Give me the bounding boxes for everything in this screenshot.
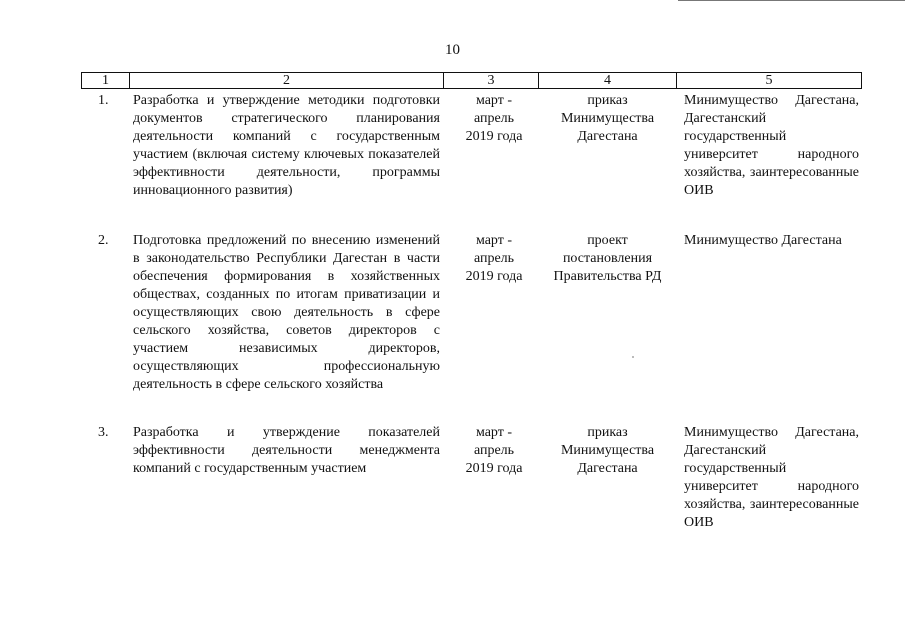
scan-speck [632, 356, 634, 358]
row-document-type [545, 424, 670, 478]
deadline-line: апрель [473, 111, 515, 126]
row-document-type [545, 232, 670, 286]
deadline-line: март - [475, 93, 513, 108]
document-line: Правительства РД [553, 269, 662, 284]
deadline-line: 2019 года [465, 269, 523, 284]
column-header-1: 1 [102, 73, 109, 88]
row-description: Разработка и утверждение показателей эффективности деятельности менеджмента компаний с государственным участием [133, 425, 440, 476]
document-line: приказ [587, 425, 628, 440]
column-header-2: 2 [283, 73, 290, 88]
document-line: Минимущества [560, 111, 655, 126]
row-number: 3. [98, 425, 109, 440]
document-line: приказ [587, 93, 628, 108]
document-line: Минимущества [560, 443, 655, 458]
deadline-line: март - [475, 425, 513, 440]
column-header-3: 3 [487, 73, 495, 88]
row-deadline [449, 232, 539, 286]
deadline-line: 2019 года [465, 461, 523, 476]
row-deadline [449, 424, 539, 478]
row-number: 1. [98, 93, 109, 108]
document-line: Дагестана [577, 129, 638, 144]
row-deadline [449, 92, 539, 146]
document-line: постановления [562, 251, 653, 266]
row-number: 2. [98, 233, 109, 248]
row-description: Подготовка предложений по внесению изменений в законодательство Республики Дагестан в части обеспечения формирования в хозяйственных обществах, созданных по итогам приватизации и осуществляющих свою деятельность в сфере сельского хозяйства, советов директоров с участием независимых директоров, осуществляющих профессиональную деятельность в сфере сельского хозяйства [133, 233, 440, 392]
top-edge-line [678, 0, 905, 1]
row-description: Разработка и утверждение методики подготовки документов стратегического планирования деятельности компаний с государственным участием (включая систему ключевых показателей эффективности деятельности, программы инновационного развития) [133, 93, 440, 198]
header-divider [861, 73, 862, 89]
deadline-line: март - [475, 233, 513, 248]
deadline-line: 2019 года [465, 129, 523, 144]
page-number: 10 [445, 42, 460, 58]
document-line: Дагестана [577, 461, 638, 476]
deadline-line: апрель [473, 443, 515, 458]
document-line: проект [587, 233, 628, 248]
row-responsible: Минимущество Дагестана, Дагестанский государственный университет народного хозяйства, заинтересованные ОИВ [684, 425, 859, 530]
column-header-4: 4 [604, 73, 611, 88]
column-header-5: 5 [765, 73, 773, 88]
row-document-type [545, 92, 670, 146]
row-responsible: Минимущество Дагестана, Дагестанский государственный университет народного хозяйства, заинтересованные ОИВ [684, 93, 859, 198]
deadline-line: апрель [473, 251, 515, 266]
row-responsible: Минимущество Дагестана [684, 233, 842, 248]
